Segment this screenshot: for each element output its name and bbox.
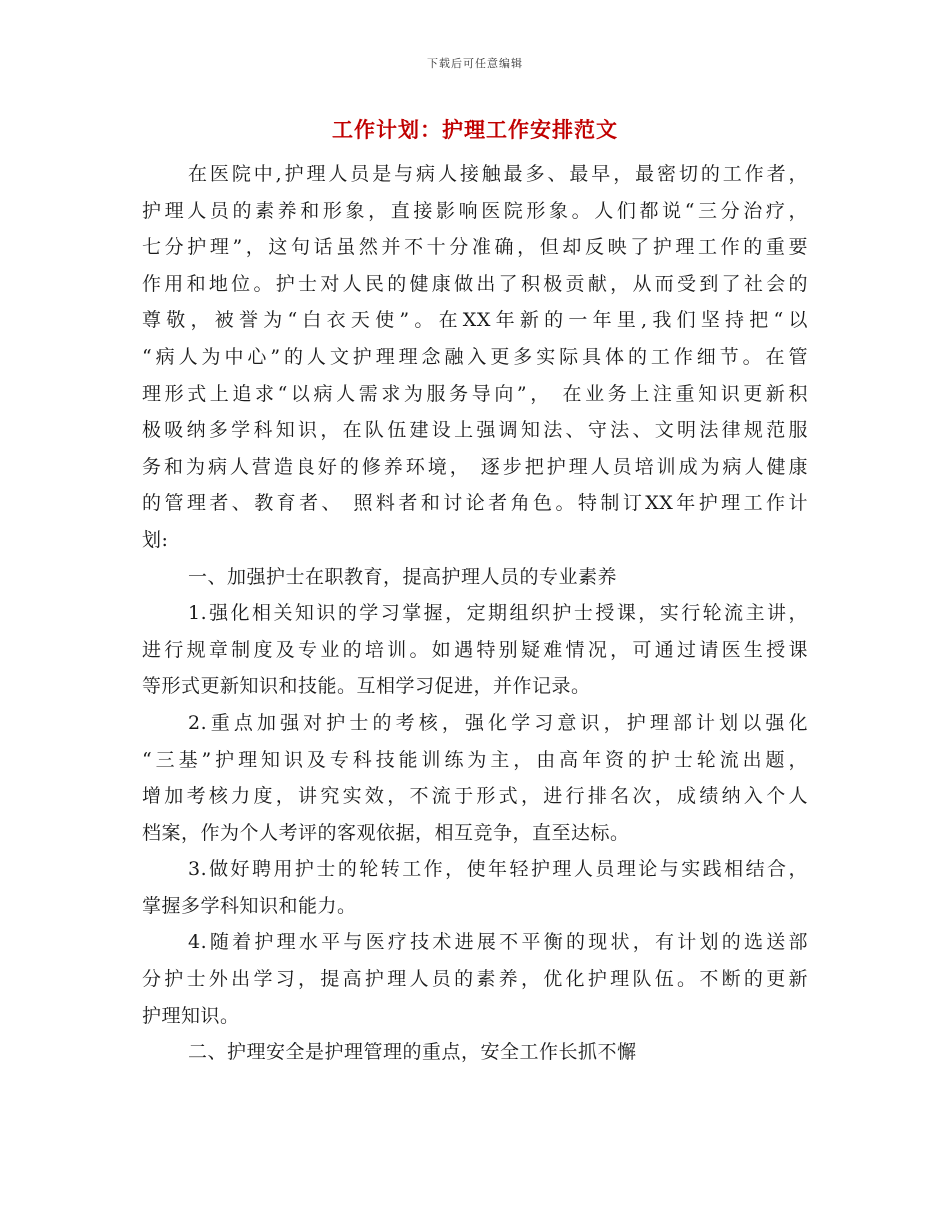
- text-line: “病人为中心”的人文护理理念融入更多实际具体的工作细节。在管: [142, 345, 808, 368]
- text-line: 作用和地位。护士对人民的健康做出了积极贡献，从而受到了社会的: [142, 272, 808, 295]
- text-line: 增加考核力度，讲究实效，不流于形式，进行排名次，成绩纳入个人: [142, 785, 808, 808]
- text-line: 二、护理安全是护理管理的重点，安全工作长抓不懈: [188, 1041, 637, 1064]
- text-line: 理形式上追求“以病人需求为服务导向”， 在业务上注重知识更新积: [142, 382, 808, 405]
- text-line: 务和为病人营造良好的修养环境， 逐步把护理人员培训成为病人健康: [142, 455, 808, 478]
- text-line: 2.重点加强对护士的考核，强化学习意识，护理部计划以强化: [188, 711, 808, 734]
- header-note: 下载后可任意编辑: [427, 57, 523, 70]
- text-line: 档案，作为个人考评的客观依据，相互竞争，直至达标。: [142, 821, 630, 844]
- text-line: 的管理者、教育者、 照料者和讨论者角色。特制订XX年护理工作计: [142, 492, 808, 515]
- document-title: 工作计划：护理工作安排范文: [332, 117, 618, 142]
- text-line: 护理知识。: [142, 1004, 240, 1027]
- text-line: 一、加强护士在职教育，提高护理人员的专业素养: [188, 565, 618, 588]
- text-line: 尊敬，被誉为“白衣天使”。在XX年新的一年里,我们坚持把“以: [142, 309, 808, 332]
- text-line: 掌握多学科知识和能力。: [142, 894, 357, 917]
- text-line: 极吸纳多学科知识，在队伍建设上强调知法、守法、文明法律规范服: [142, 419, 808, 442]
- text-line: 护理人员的素养和形象，直接影响医院形象。人们都说“三分治疗，: [142, 199, 808, 222]
- text-line: 分护士外出学习，提高护理人员的素养，优化护理队伍。不断的更新: [142, 968, 808, 991]
- text-line: “三基”护理知识及专科技能训练为主，由高年资的护士轮流出题，: [142, 748, 808, 771]
- text-line: 在医院中,护理人员是与病人接触最多、最早，最密切的工作者，: [188, 163, 808, 185]
- text-line: 划:: [142, 528, 169, 551]
- text-line: 3.做好聘用护士的轮转工作，使年轻护理人员理论与实践相结合，: [188, 858, 808, 881]
- text-line: 等形式更新知识和技能。互相学习促进，并作记录。: [142, 675, 591, 698]
- text-line: 进行规章制度及专业的培训。如遇特别疑难情况，可通过请医生授课: [142, 638, 808, 661]
- text-line: 4.随着护理水平与医疗技术进展不平衡的现状，有计划的选送部: [188, 931, 808, 954]
- document-body: [142, 156, 808, 1071]
- text-line: 七分护理”，这句话虽然并不十分准确，但却反映了护理工作的重要: [142, 236, 808, 259]
- text-line: 1.强化相关知识的学习掌握，定期组织护士授课，实行轮流主讲，: [188, 602, 808, 625]
